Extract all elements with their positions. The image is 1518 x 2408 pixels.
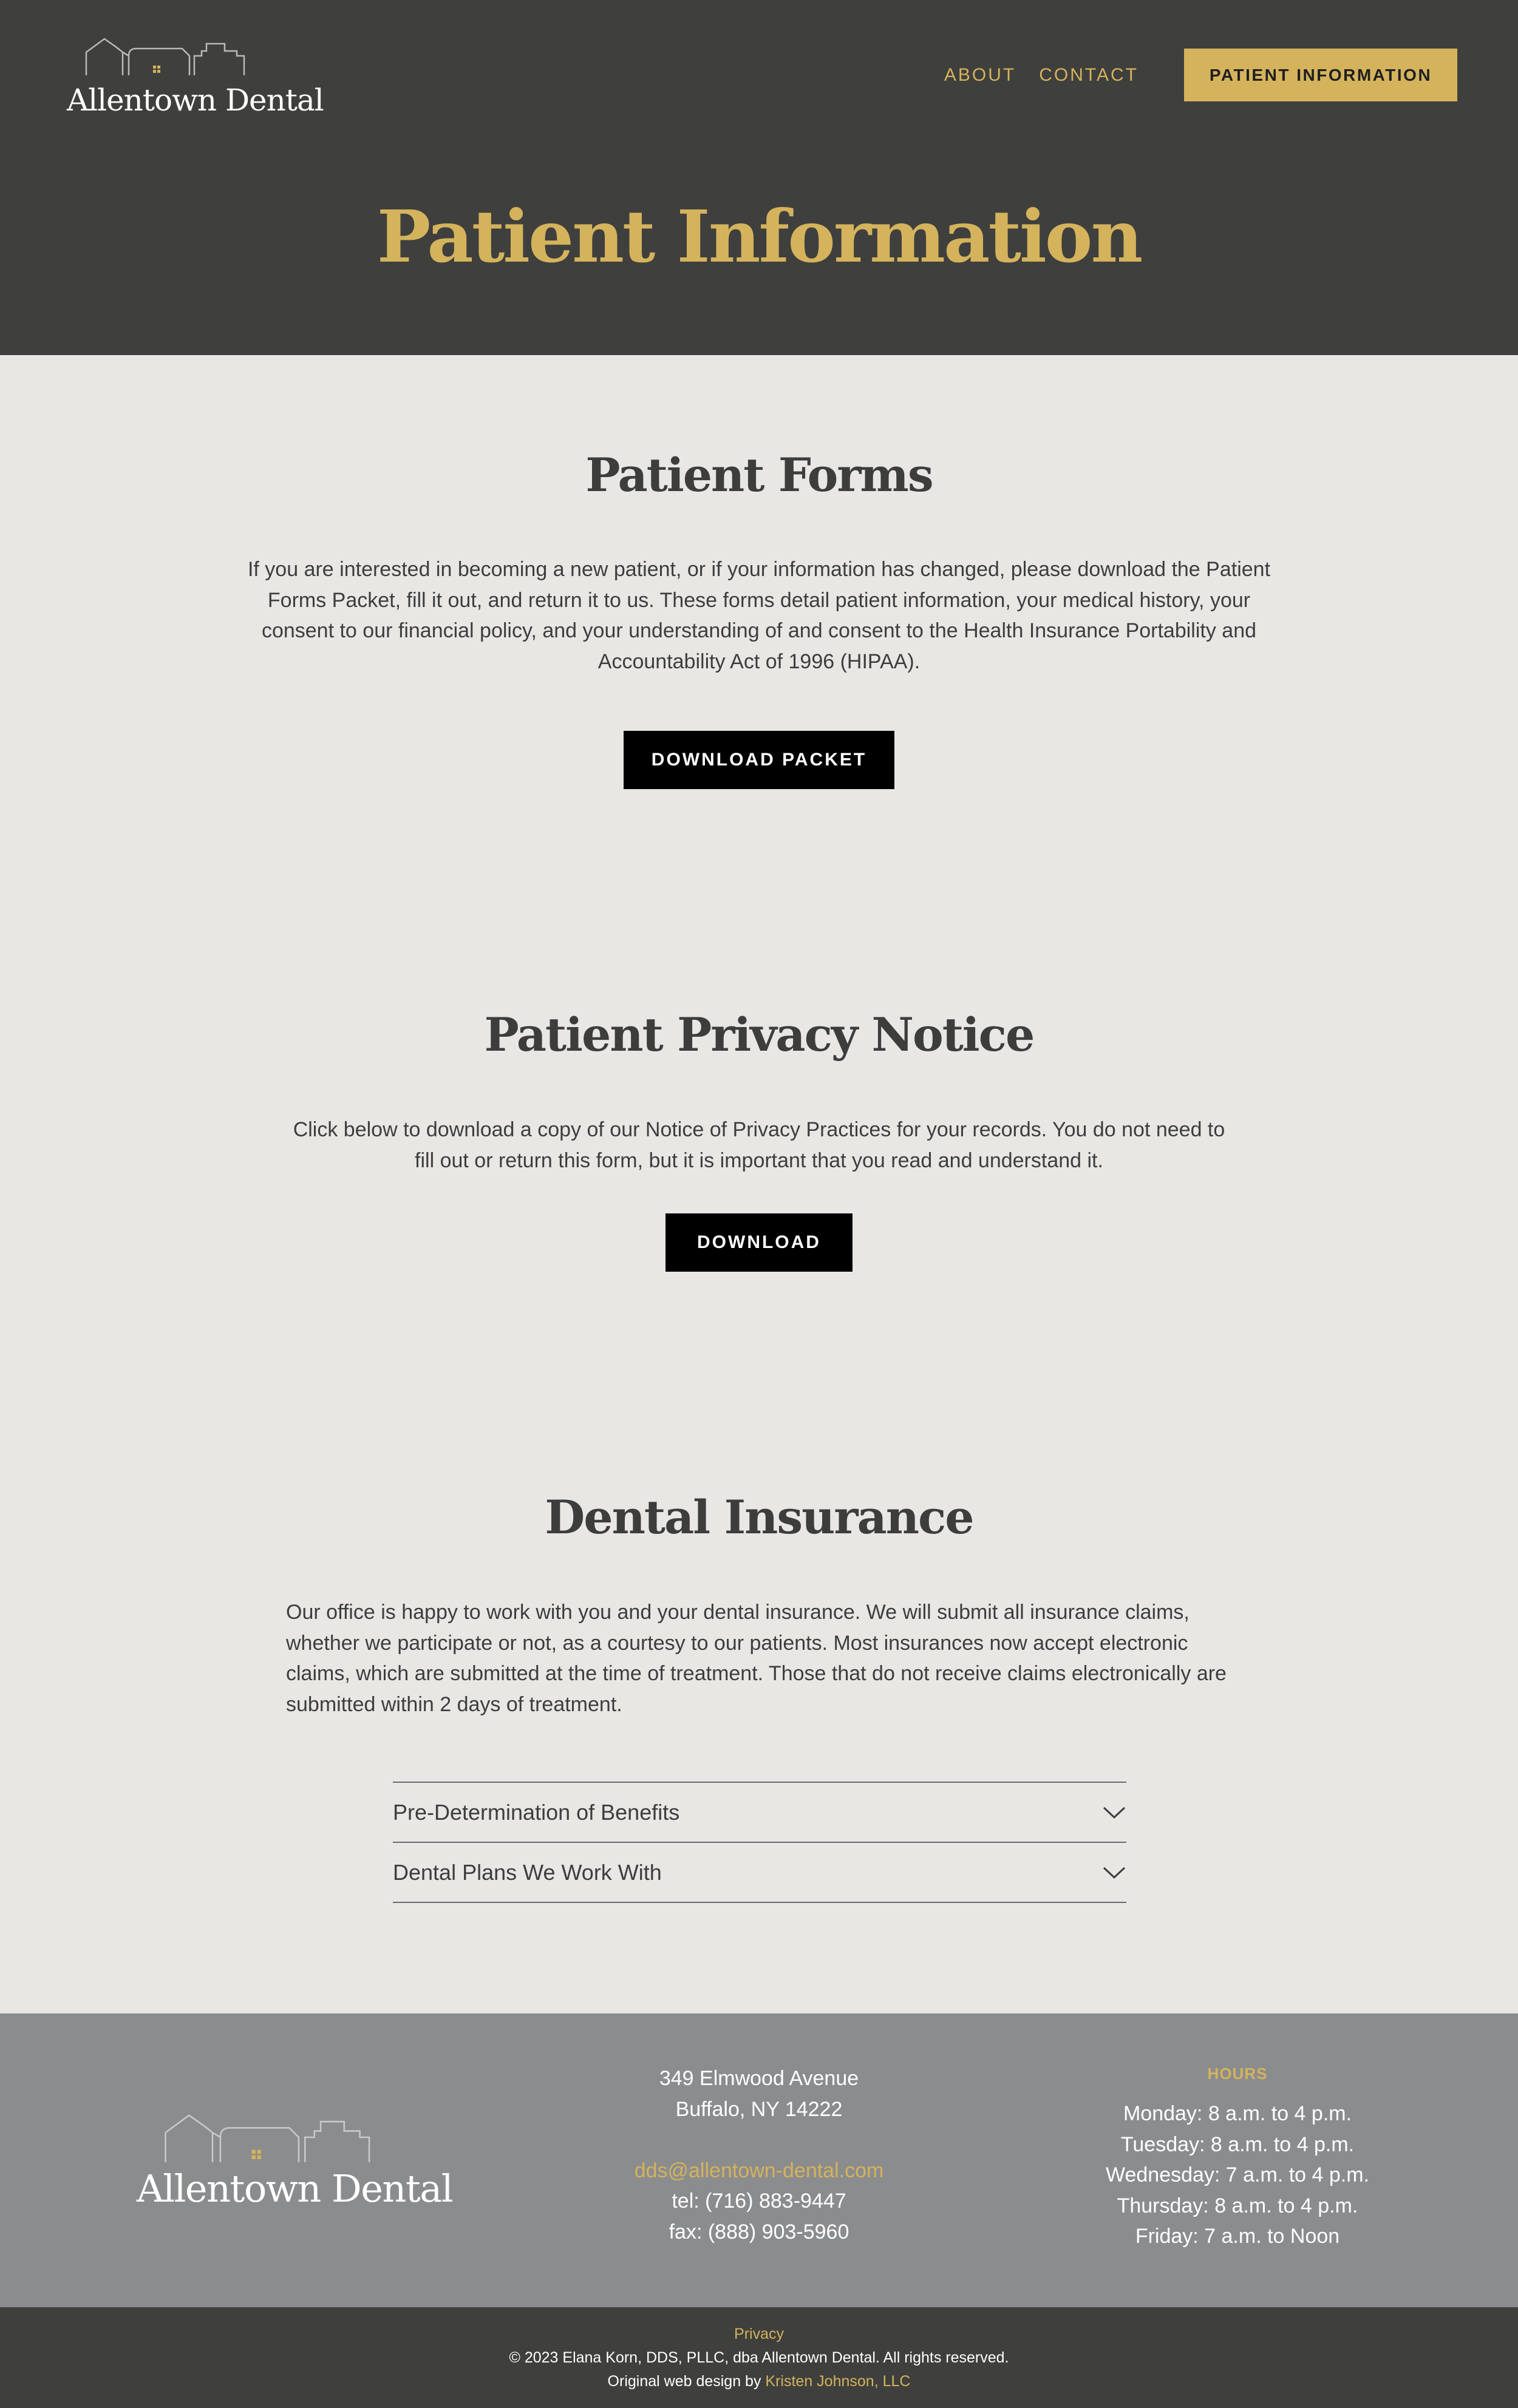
address-line-2: Buffalo, NY 14222 xyxy=(675,2097,843,2121)
download-packet-button[interactable]: DOWNLOAD PACKET xyxy=(624,731,894,789)
patient-forms-text: If you are interested in becoming a new patient, or if your information has changed, please download the Patient Forms Packet, fill it out, and return it to us. These forms detail patient information, your medical history, your consent to our financial policy, and your understanding of and consent to the Health Insurance Portability and Accountability Act of 1996 (HIPAA). xyxy=(247,558,1271,673)
site-footer xyxy=(0,2013,1518,2307)
accordion-item-dental-plans[interactable] xyxy=(393,1843,1126,1903)
insurance-accordion xyxy=(393,1782,1126,1903)
privacy-notice-title: Patient Privacy Notice xyxy=(484,1008,1034,1062)
footer-logo-text: Allentown Dental xyxy=(137,2166,453,2211)
chevron-down-icon xyxy=(1102,1805,1126,1820)
privacy-link[interactable]: Privacy xyxy=(734,2325,784,2342)
footer-contact xyxy=(546,2063,972,2247)
footer-hours xyxy=(1055,2063,1420,2252)
credit-link[interactable]: Kristen Johnson, LLC xyxy=(765,2373,911,2390)
hours-title: HOURS xyxy=(1207,2064,1268,2083)
nav-contact[interactable]: CONTACT xyxy=(1039,64,1138,85)
accordion-label: Dental Plans We Work With xyxy=(393,1859,662,1885)
hours-wednesday: Wednesday: 7 a.m. to 4 p.m. xyxy=(1105,2163,1370,2186)
nav-about[interactable]: ABOUT xyxy=(944,64,1016,85)
email-link[interactable]: dds@allentown-dental.com xyxy=(634,2159,884,2182)
main-nav xyxy=(944,49,1457,101)
page-title: Patient Information xyxy=(376,194,1142,279)
dental-insurance-text: Our office is happy to work with you and your dental insurance. We will submit all insurance claims, whether we participate or not, as a courtesy to our patients. Most insurances now accept electronic claims, which are submitted at the time of treatment. Those that do not receive claims electronically are submitted within 2 days of treatment. xyxy=(286,1601,1227,1716)
download-privacy-button[interactable]: DOWNLOAD xyxy=(665,1213,853,1272)
houses-logo-icon xyxy=(164,2111,407,2164)
hours-thursday: Thursday: 8 a.m. to 4 p.m. xyxy=(1117,2194,1358,2217)
patient-forms-title: Patient Forms xyxy=(585,448,933,502)
accordion-item-pre-determination[interactable] xyxy=(393,1783,1126,1843)
site-header xyxy=(0,0,1518,355)
dental-insurance-title: Dental Insurance xyxy=(545,1490,973,1544)
houses-logo-icon xyxy=(85,35,273,76)
address-line-1: 349 Elmwood Avenue xyxy=(659,2067,859,2090)
chevron-down-icon xyxy=(1102,1865,1126,1881)
hours-monday: Monday: 8 a.m. to 4 p.m. xyxy=(1123,2102,1352,2125)
credit-prefix: Original web design by xyxy=(607,2373,766,2390)
copyright-text: © 2023 Elana Korn, DDS, PLLC, dba Allentown Dental. All rights reserved. xyxy=(509,2349,1009,2366)
hours-tuesday: Tuesday: 8 a.m. to 4 p.m. xyxy=(1120,2132,1355,2156)
phone-number[interactable]: tel: (716) 883-9447 xyxy=(672,2189,846,2213)
hours-friday: Friday: 7 a.m. to Noon xyxy=(1135,2225,1340,2248)
privacy-notice-text: Click below to download a copy of our Notice of Privacy Practices for your records. You do not need to fill out or return this form, but it is important that you read and understand it. xyxy=(293,1118,1225,1172)
bottom-bar xyxy=(0,2307,1518,2408)
site-logo[interactable] xyxy=(67,35,324,120)
footer-logo[interactable] xyxy=(137,2111,453,2214)
patient-information-button[interactable]: PATIENT INFORMATION xyxy=(1184,49,1457,101)
accordion-label: Pre-Determination of Benefits xyxy=(393,1799,680,1825)
credit-line xyxy=(0,2370,1518,2393)
logo-text: Allentown Dental xyxy=(67,83,324,118)
fax-number: fax: (888) 903-5960 xyxy=(669,2220,849,2244)
